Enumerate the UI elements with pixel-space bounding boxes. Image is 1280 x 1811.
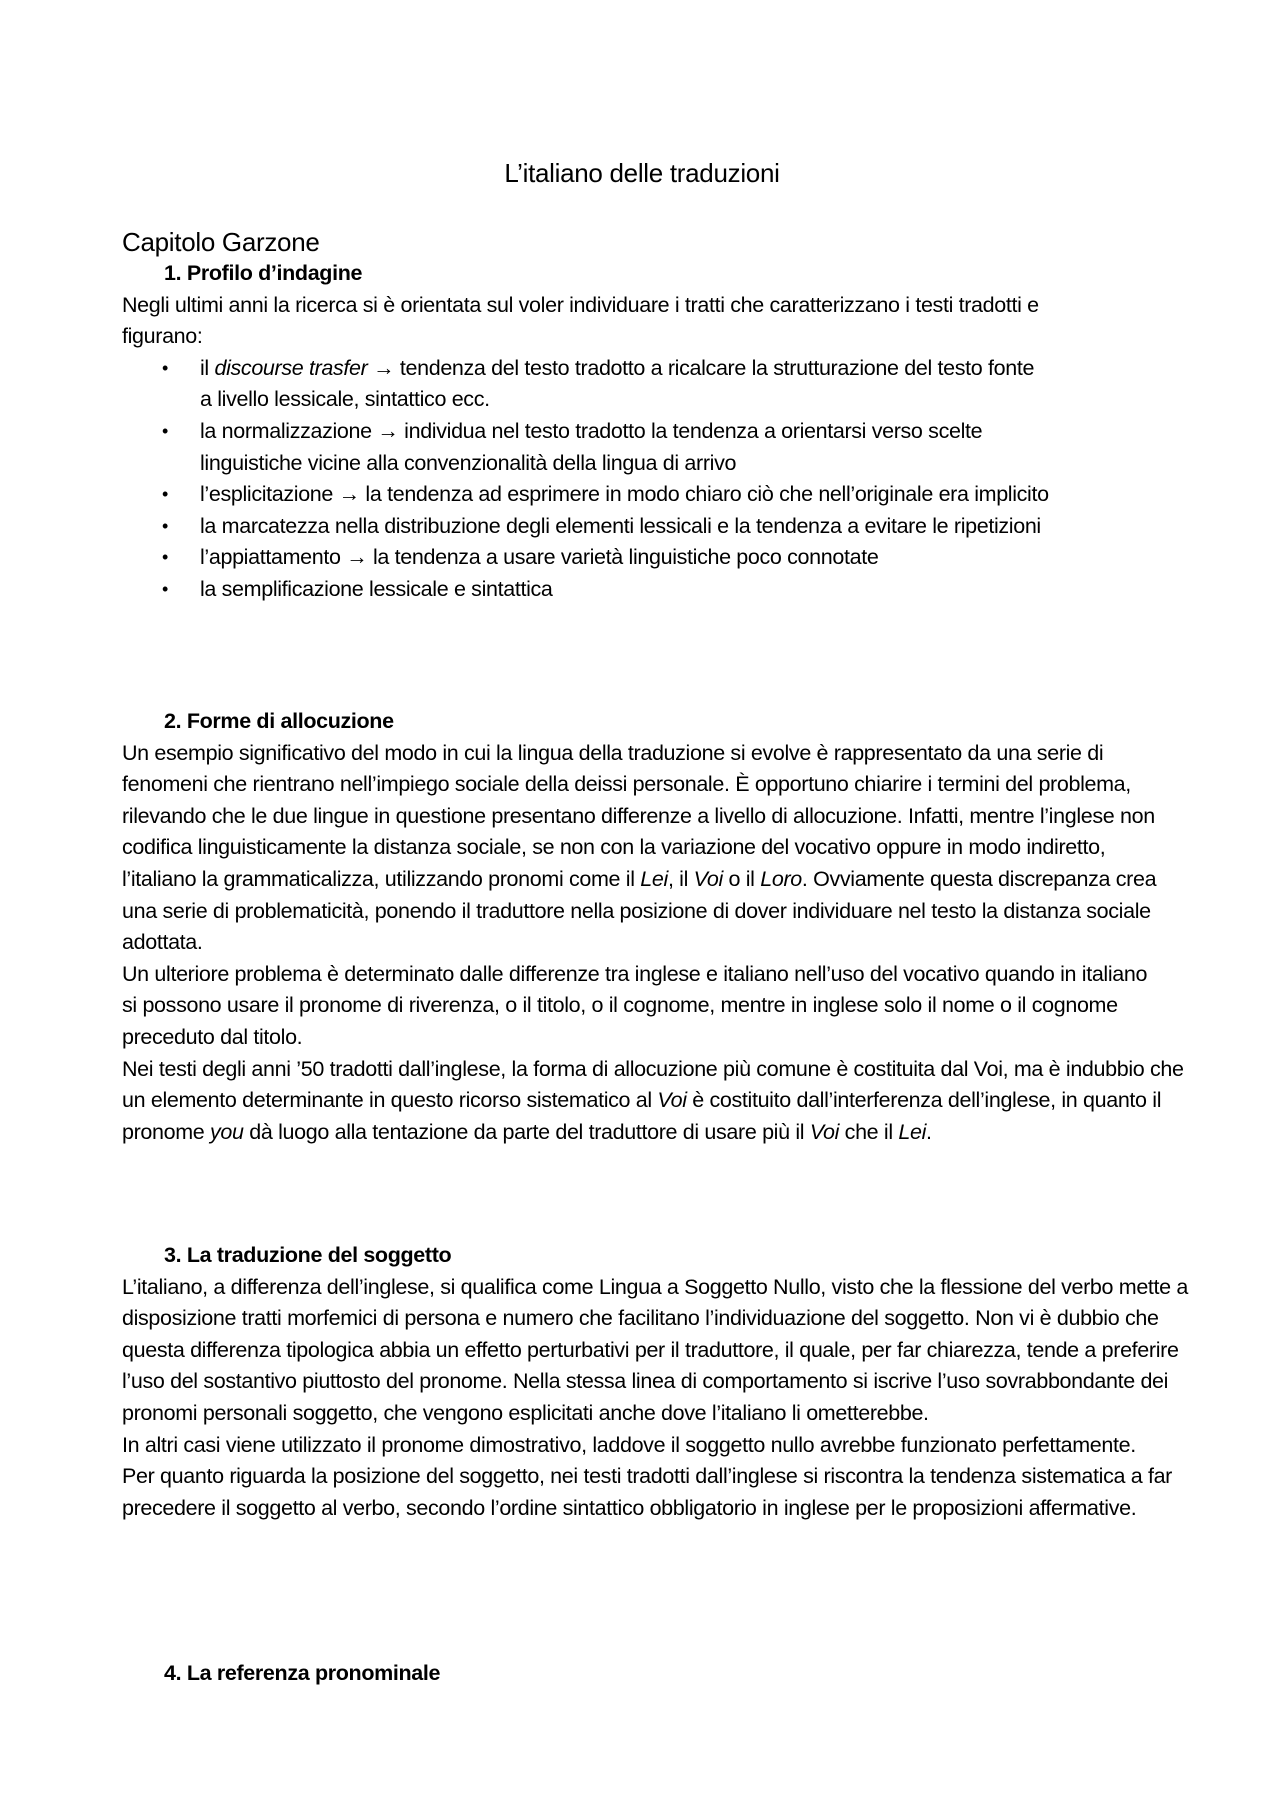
list-item: • l’esplicitazione → la tendenza ad esprimere in modo chiaro ciò che nell’originale era implicito bbox=[122, 479, 1060, 511]
arrow-right-icon: → bbox=[377, 418, 399, 443]
bullet-list bbox=[122, 353, 1162, 606]
paragraph: Un esempio significativo del modo in cui la lingua della traduzione si evolve è rappresentato da una serie di fenomeni che rientrano nell’impiego sociale della deissi personale. È opportuno chiarire i termini del problema, rilevando che le due lingue in questione presentano differenze a livello di allocuzione. Infatti, mentre l’inglese non codifica linguisticamente la distanza sociale, se non con la variazione del vocativo oppure in modo indiretto, l’italiano la grammaticalizza, utilizzando pronomi come il Lei, il Voi o il Loro. Ovviamente questa discrepanza crea una serie di problematicità, ponendo il traduttore nella posizione di dover individuare nel testo la distanza sociale adottata. bbox=[122, 740, 1157, 955]
paragraph: Per quanto riguarda la posizione del soggetto, nei testi tradotti dall’inglese si riscontra la tendenza sistematica a far precedere il soggetto al verbo, secondo l’ordine sintattico obbligatorio in inglese per le proposizioni affermative. bbox=[122, 1464, 1172, 1520]
paragraph: Nei testi degli anni ’50 tradotti dall’inglese, la forma di allocuzione più comune è costituita dal Voi, ma è indubbio che un elemento determinante in questo ricorso sistematico al Voi è costituito dall’interferenza dell’inglese, in quanto il pronome you dà luogo alla tentazione da parte del traduttore di usare più il Voi che il Lei. bbox=[122, 1056, 1184, 1144]
bullet-icon: • bbox=[162, 515, 168, 536]
section-heading: 4. La referenza pronominale bbox=[164, 1661, 441, 1685]
chapter-heading: Capitolo Garzone bbox=[122, 227, 320, 257]
document-title: L’italiano delle traduzioni bbox=[504, 158, 780, 188]
list-item: • la normalizzazione → individua nel testo tradotto la tendenza a orientarsi verso scelte linguistiche vicine alla convenzionalità della lingua di arrivo bbox=[122, 416, 1060, 479]
section-heading: 2. Forme di allocuzione bbox=[164, 709, 394, 733]
paragraph: Negli ultimi anni la ricerca si è orientata sul voler individuare i tratti che caratterizzano i testi tradotti e figurano: bbox=[122, 292, 1039, 349]
section-heading: 3. La traduzione del soggetto bbox=[164, 1243, 452, 1267]
list-item: • l’appiattamento → la tendenza a usare varietà linguistiche poco connotate bbox=[122, 542, 1060, 574]
bullet-icon: • bbox=[162, 578, 168, 599]
section-soggetto bbox=[122, 1240, 1189, 1524]
emphasis: discourse trasfer bbox=[214, 355, 368, 380]
list-item: • la semplificazione lessicale e sintattica bbox=[122, 574, 1060, 606]
section-referenza bbox=[122, 1658, 1172, 1690]
paragraph: Un ulteriore problema è determinato dalle differenze tra inglese e italiano nell’uso del vocativo quando in italiano si possono usare il pronome di riverenza, o il titolo, o il cognome, mentre in inglese solo il nome o il cognome preceduto dal titolo. bbox=[122, 961, 1148, 1049]
bullet-icon: • bbox=[162, 484, 168, 505]
arrow-right-icon: → bbox=[373, 355, 395, 380]
list-item: • la marcatezza nella distribuzione degli elementi lessicali e la tendenza a evitare le ripetizioni bbox=[122, 511, 1060, 543]
arrow-right-icon: → bbox=[338, 482, 360, 507]
arrow-right-icon: → bbox=[346, 545, 368, 570]
bullet-icon: • bbox=[162, 420, 168, 441]
list-item: • il discourse trasfer → tendenza del testo tradotto a ricalcare la strutturazione del testo fonte a livello lessicale, sintattico ecc. bbox=[122, 353, 1040, 416]
paragraph: In altri casi viene utilizzato il pronome dimostrativo, laddove il soggetto nullo avrebbe funzionato perfettamente. bbox=[122, 1432, 1136, 1457]
bullet-icon: • bbox=[162, 357, 168, 378]
section-profilo bbox=[122, 258, 1172, 606]
paragraph: L’italiano, a differenza dell’inglese, si qualifica come Lingua a Soggetto Nullo, visto che la flessione del verbo mette a disposizione tratti morfemici di persona e numero che facilitano l’individuazione del soggetto. Non vi è dubbio che questa differenza tipologica abbia un effetto perturbativi per il traduttore, il quale, per far chiarezza, tende a preferire l’uso del sostantivo piuttosto del pronome. Nella stessa linea di comportamento si iscrive l’uso sovrabbondante dei pronomi personali soggetto, che vengono esplicitati anche dove l’italiano li ometterebbe. bbox=[122, 1274, 1189, 1425]
bullet-icon: • bbox=[162, 547, 168, 568]
section-allocuzione bbox=[122, 706, 1184, 1148]
section-heading: 1. Profilo d’indagine bbox=[164, 261, 363, 285]
